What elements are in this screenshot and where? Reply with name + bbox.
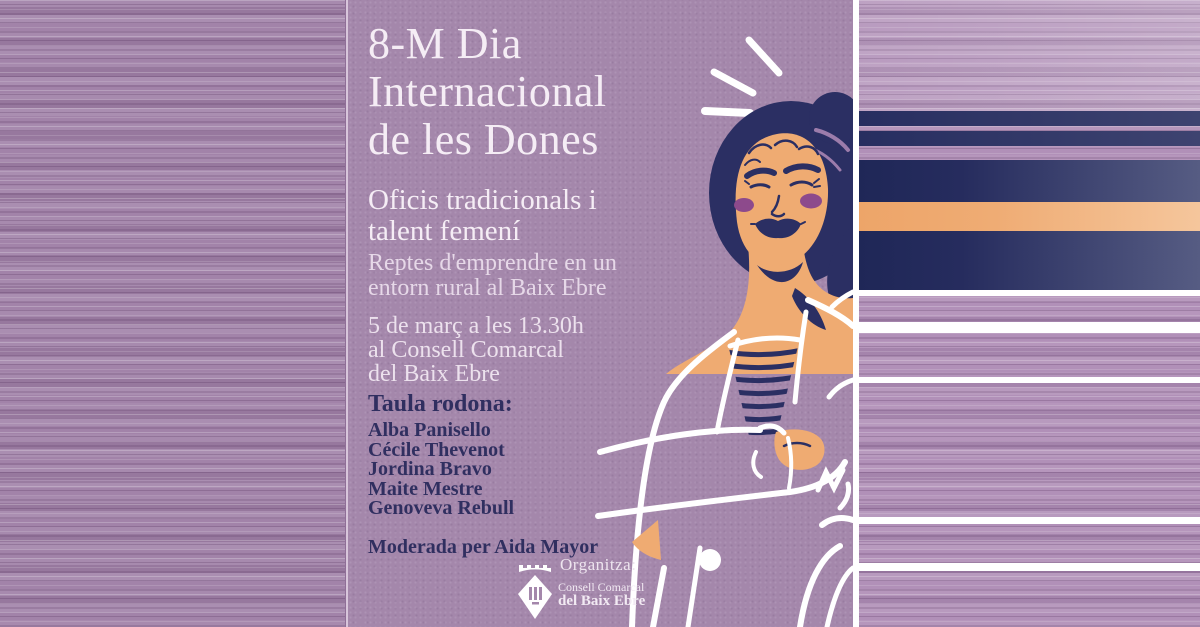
tagline-line: entorn rural al Baix Ebre	[368, 275, 607, 301]
speaker-name: Jordina Bravo	[368, 458, 492, 480]
title-line: de les Dones	[368, 115, 599, 164]
blush	[800, 194, 822, 209]
blush	[734, 198, 754, 212]
edge-stripe	[859, 0, 1200, 111]
organizer-name	[558, 581, 645, 609]
subtitle-line: talent femení	[368, 215, 521, 247]
edge-stripe	[859, 517, 1200, 524]
right-blur-panel	[859, 0, 1200, 627]
edge-stripe	[859, 160, 1200, 202]
schedule-line: 5 de març a les 13.30h	[368, 313, 584, 339]
edge-stripe	[859, 563, 1200, 571]
schedule-line: del Baix Ebre	[368, 361, 500, 387]
schedule-line: al Consell Comarcal	[368, 337, 564, 363]
left-blur-panel	[0, 0, 345, 627]
speaker-name: Genoveva Rebull	[368, 497, 515, 519]
edge-stripe	[859, 131, 1200, 146]
edge-stripe	[859, 377, 1200, 383]
speaker-name: Maite Mestre	[368, 477, 483, 500]
edge-stripe	[859, 231, 1200, 290]
event-schedule	[368, 314, 584, 386]
sparkle-rays-icon	[705, 40, 779, 113]
roundtable-label: Taula rodona:	[368, 391, 513, 417]
hand	[774, 429, 824, 470]
organizer-label: Organitza:	[560, 555, 637, 574]
organizer-name-line: del Baix Ebre	[558, 593, 646, 609]
title-line: 8-M Dia	[368, 19, 522, 68]
right-edge-gap	[853, 0, 859, 627]
subtitle-line: Oficis tradicionals i	[368, 184, 597, 216]
poster-title	[368, 20, 607, 164]
coat-of-arms-icon	[515, 562, 555, 622]
poster-subtitle	[368, 185, 597, 247]
poster-tagline	[368, 251, 617, 301]
edge-stripe	[859, 290, 1200, 296]
edge-stripe	[859, 111, 1200, 126]
title-line: Internacional	[368, 67, 607, 116]
speaker-list	[368, 421, 514, 519]
event-poster	[348, 0, 853, 627]
tagline-line: Reptes d'emprendre en un	[368, 250, 617, 276]
speaker-name: Cécile Thevenot	[368, 438, 505, 461]
organizer-name-line: Consell Comarcal	[558, 580, 645, 594]
speaker-name: Alba Panisello	[368, 419, 491, 441]
jacket-button	[699, 549, 721, 571]
moderator-note: Moderada per Aida Mayor	[368, 536, 599, 558]
edge-stripe	[859, 202, 1200, 231]
edge-stripe	[859, 322, 1200, 333]
